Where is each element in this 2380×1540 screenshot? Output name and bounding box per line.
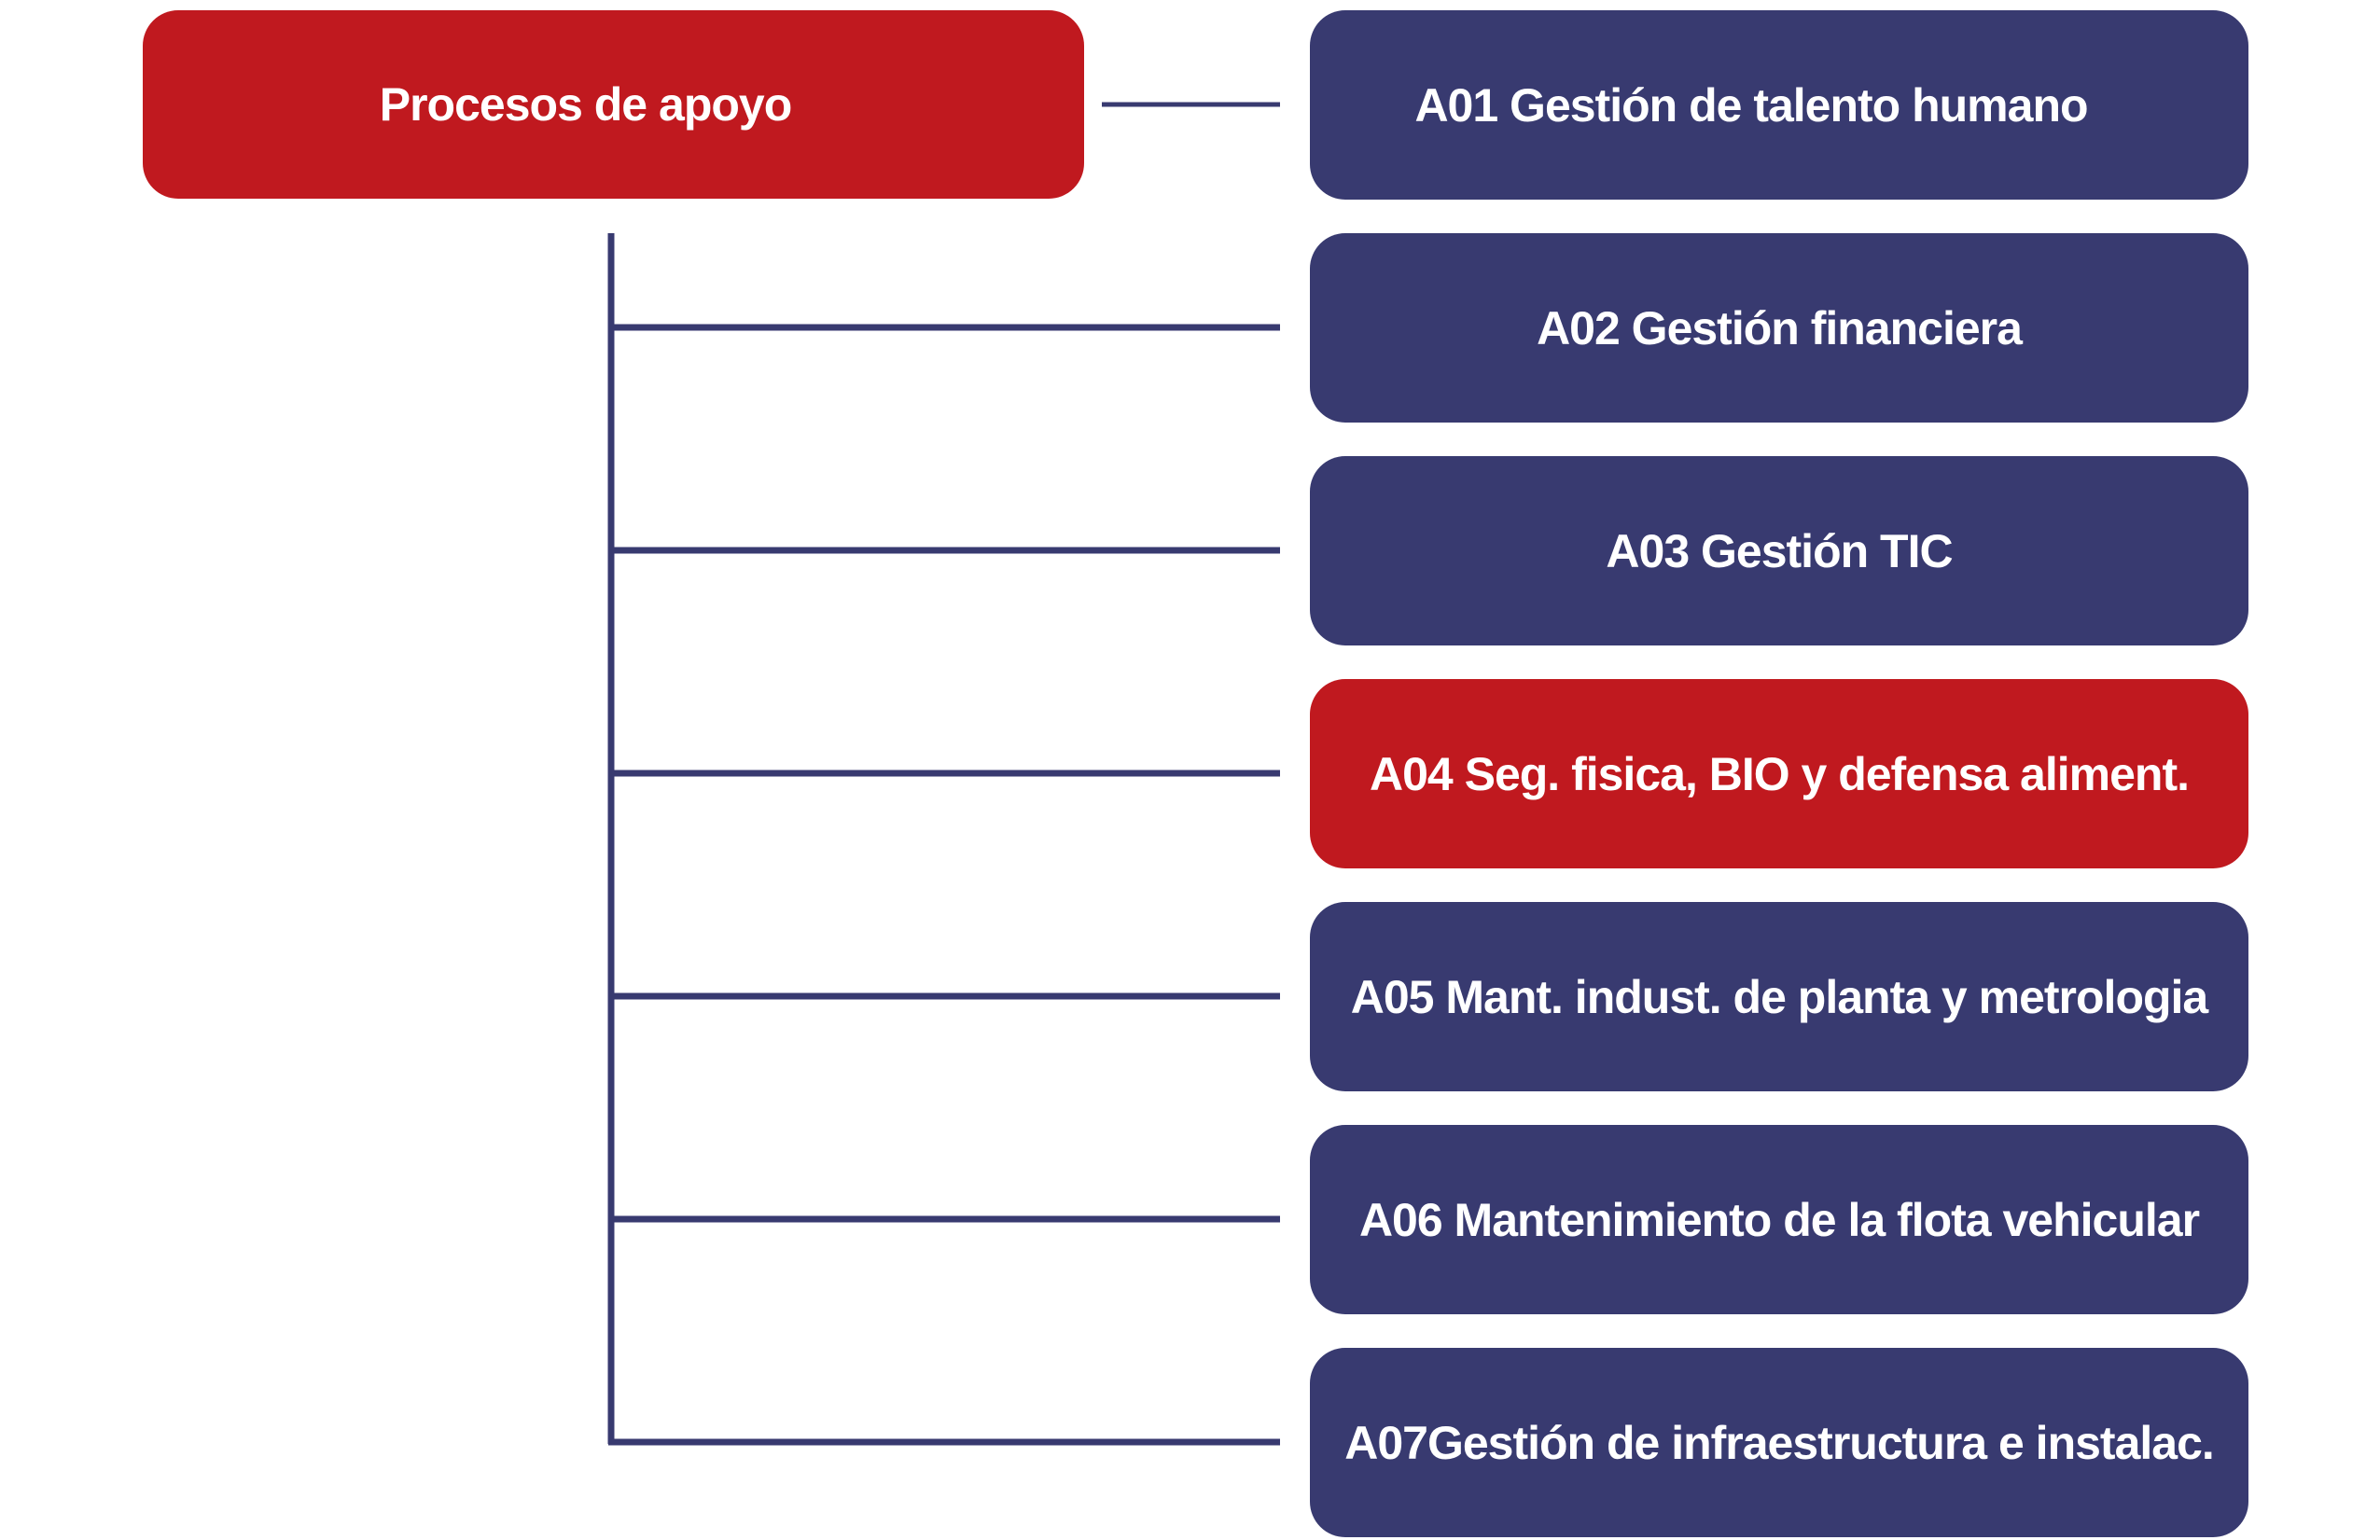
process-node-a06 bbox=[1310, 1125, 2248, 1314]
process-node-label: A03 Gestión TIC bbox=[1606, 524, 1953, 577]
process-node-label: A05 Mant. indust. de planta y metrologia bbox=[1350, 970, 2208, 1023]
process-node-a04 bbox=[1310, 679, 2248, 868]
process-node-label: A04 Seg. fisica, BIO y defensa aliment. bbox=[1369, 747, 2190, 800]
root-node-procesos-de-apoyo bbox=[143, 10, 1084, 199]
root-node-label: Procesos de apoyo bbox=[379, 78, 792, 131]
process-node-a07 bbox=[1310, 1348, 2248, 1537]
process-node-a03 bbox=[1310, 456, 2248, 645]
process-node-a05 bbox=[1310, 902, 2248, 1091]
process-node-label: A06 Mantenimiento de la flota vehicular bbox=[1358, 1193, 2200, 1246]
process-node-label: A07Gestión de infraestructura e instalac. bbox=[1344, 1416, 2214, 1469]
process-node-label: A02 Gestión financiera bbox=[1537, 301, 2022, 354]
process-node-label: A01 Gestión de talento humano bbox=[1414, 78, 2088, 132]
process-node-a02 bbox=[1310, 233, 2248, 423]
process-node-a01 bbox=[1310, 10, 2248, 200]
